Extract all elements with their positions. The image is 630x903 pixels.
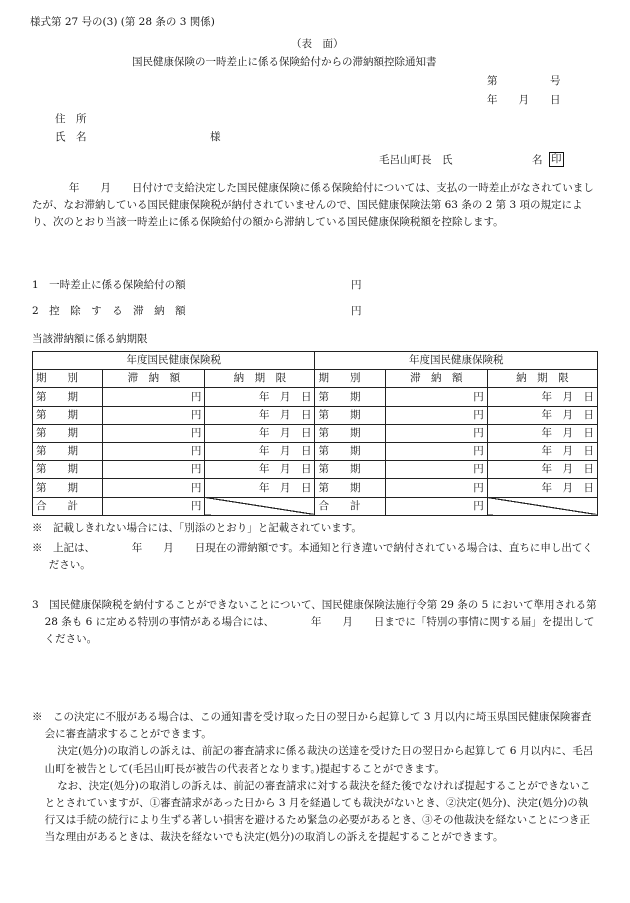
row-amount-unit: 円: [103, 442, 205, 460]
col-header-deadline: 納 期 限: [487, 370, 597, 388]
name-label: 氏 名: [55, 131, 87, 143]
row-period: 第 期: [315, 388, 385, 406]
note-as-of-date: [32, 540, 598, 574]
item3-text: 3 国民健康保険税を納付することができないことについて、国民健康保険法施行令第 29 条の 5 において準用される第 28 条も 6 に定める特別の事情がある場合には、 年 月 日までに「特別の事情に関する届」を提出してください。: [32, 599, 597, 646]
table-row: [33, 442, 598, 460]
row-amount-unit: 円: [103, 479, 205, 497]
row-deadline: 年 月 日: [487, 388, 597, 406]
issuer: 毛呂山町長 氏: [379, 154, 453, 166]
note-overflow: ※ 記載しきれない場合には、「別添のとおり」と記載されています。: [32, 522, 362, 534]
row-amount-unit: 円: [385, 479, 487, 497]
col-header-deadline: 納 期 限: [205, 370, 315, 388]
table-row: [33, 479, 598, 497]
issuer-name-suffix: 名: [532, 154, 543, 166]
item2-label: 2 控 除 す る 滞 納 額: [32, 305, 186, 317]
document-title: 国民健康保険の一時差止に係る保険給付からの滞納額控除通知書: [132, 56, 437, 68]
row-deadline: 年 月 日: [205, 406, 315, 424]
diagonal-cell: [487, 497, 597, 515]
total-amount-unit: 円: [103, 497, 205, 515]
document-date: 年 月 日: [487, 94, 561, 106]
row-deadline: 年 月 日: [487, 424, 597, 442]
row-amount-unit: 円: [103, 406, 205, 424]
row-period: 第 期: [315, 424, 385, 442]
row-period: 第 期: [315, 442, 385, 460]
row-amount-unit: 円: [103, 424, 205, 442]
seal-mark: 印: [551, 153, 562, 165]
group-right-header: 年度国民健康保険税: [315, 352, 598, 370]
document-number: 第 号: [487, 75, 561, 87]
intro-paragraph: 年 月 日付けで支給決定した国民健康保険に係る保険給付については、支払の一時差止がなされていましたが、なお滞納している国民健康保険税が納付されていませんので、国民健康保険法第 63 条の 2 第 3 項の規定により、次のとおり当該一時差止に係る保険給付の額から滞納している国民健康保険税額を控除します。: [32, 182, 594, 229]
table-row: [33, 424, 598, 442]
row-deadline: 年 月 日: [487, 461, 597, 479]
appeal-notice: [32, 709, 598, 847]
row-amount-unit: 円: [385, 461, 487, 479]
group-left-header: 年度国民健康保険税: [33, 352, 315, 370]
address-label: 住 所: [55, 113, 87, 125]
row-deadline: 年 月 日: [487, 442, 597, 460]
table-row: [33, 388, 598, 406]
col-header-amount: 滞 納 額: [103, 370, 205, 388]
row-period: 第 期: [33, 424, 103, 442]
col-header-amount: 滞 納 額: [385, 370, 487, 388]
table-caption: 当該滞納額に係る納期限: [32, 333, 148, 345]
row-period: 第 期: [33, 406, 103, 424]
row-period: 第 期: [33, 461, 103, 479]
total-label: 合 計: [315, 497, 385, 515]
table-column-header-row: [33, 370, 598, 388]
appeal-p1: ※ この決定に不服がある場合は、この通知書を受け取った日の翌日から起算して 3 月以内に埼玉県国民健康保険審査会に審査請求することができます。: [32, 711, 592, 741]
table-group-header-row: [33, 352, 598, 370]
row-period: 第 期: [33, 388, 103, 406]
row-amount-unit: 円: [385, 442, 487, 460]
side-label: （表 面）: [291, 38, 344, 50]
row-amount-unit: 円: [385, 406, 487, 424]
form-reference: 様式第 27 号の(3) (第 28 条の 3 関係): [30, 16, 215, 28]
row-deadline: 年 月 日: [487, 406, 597, 424]
appeal-p2: 決定(処分)の取消しの訴えは、前記の審査請求に係る裁決の送達を受けた日の翌日から起算して 6 月以内に、毛呂山町を被告として(毛呂山町長が被告の代表者となります。)提起することができます。: [44, 745, 594, 775]
row-deadline: 年 月 日: [205, 424, 315, 442]
note-as-of-date-text: ※ 上記は、 年 月 日現在の滞納額です。本通知と行き違いで納付されている場合は、直ちに申し出てください。: [32, 542, 593, 572]
total-amount-unit: 円: [385, 497, 487, 515]
table-row: [33, 461, 598, 479]
col-header-period: 期 別: [315, 370, 385, 388]
row-period: 第 期: [315, 479, 385, 497]
row-amount-unit: 円: [385, 388, 487, 406]
row-deadline: 年 月 日: [487, 479, 597, 497]
item3-block: [32, 597, 598, 649]
honorific: 様: [210, 131, 221, 143]
row-amount-unit: 円: [103, 461, 205, 479]
row-period: 第 期: [33, 442, 103, 460]
diagonal-cell: [205, 497, 315, 515]
total-label: 合 計: [33, 497, 103, 515]
row-deadline: 年 月 日: [205, 388, 315, 406]
row-deadline: 年 月 日: [205, 442, 315, 460]
arrears-table: [32, 351, 598, 516]
row-period: 第 期: [315, 406, 385, 424]
row-period: 第 期: [315, 461, 385, 479]
row-amount-unit: 円: [103, 388, 205, 406]
row-deadline: 年 月 日: [205, 479, 315, 497]
table-row: [33, 406, 598, 424]
row-amount-unit: 円: [385, 424, 487, 442]
row-period: 第 期: [33, 479, 103, 497]
seal-box: [549, 152, 564, 167]
item2-unit: 円: [351, 305, 362, 317]
item1-label: 1 一時差止に係る保険給付の額: [32, 279, 186, 291]
appeal-p3: なお、決定(処分)の取消しの訴えは、前記の審査請求に対する裁決を経た後でなければ提起することができないこととされていますが、①審査請求があった日から 3 月を経過しても裁決がないとき、②決定(処分)、決定(処分)の執行又は手続の続行により生ずる著しい損害を避けるため緊急の必要があるとき、③その他裁決を経ないことにつき正当な理由があるときは、裁決を経ないでも決定(処分)の取消しの訴えを提起することができます。: [44, 779, 591, 844]
col-header-period: 期 別: [33, 370, 103, 388]
row-deadline: 年 月 日: [205, 461, 315, 479]
item1-unit: 円: [351, 279, 362, 291]
table-total-row: [33, 497, 598, 515]
